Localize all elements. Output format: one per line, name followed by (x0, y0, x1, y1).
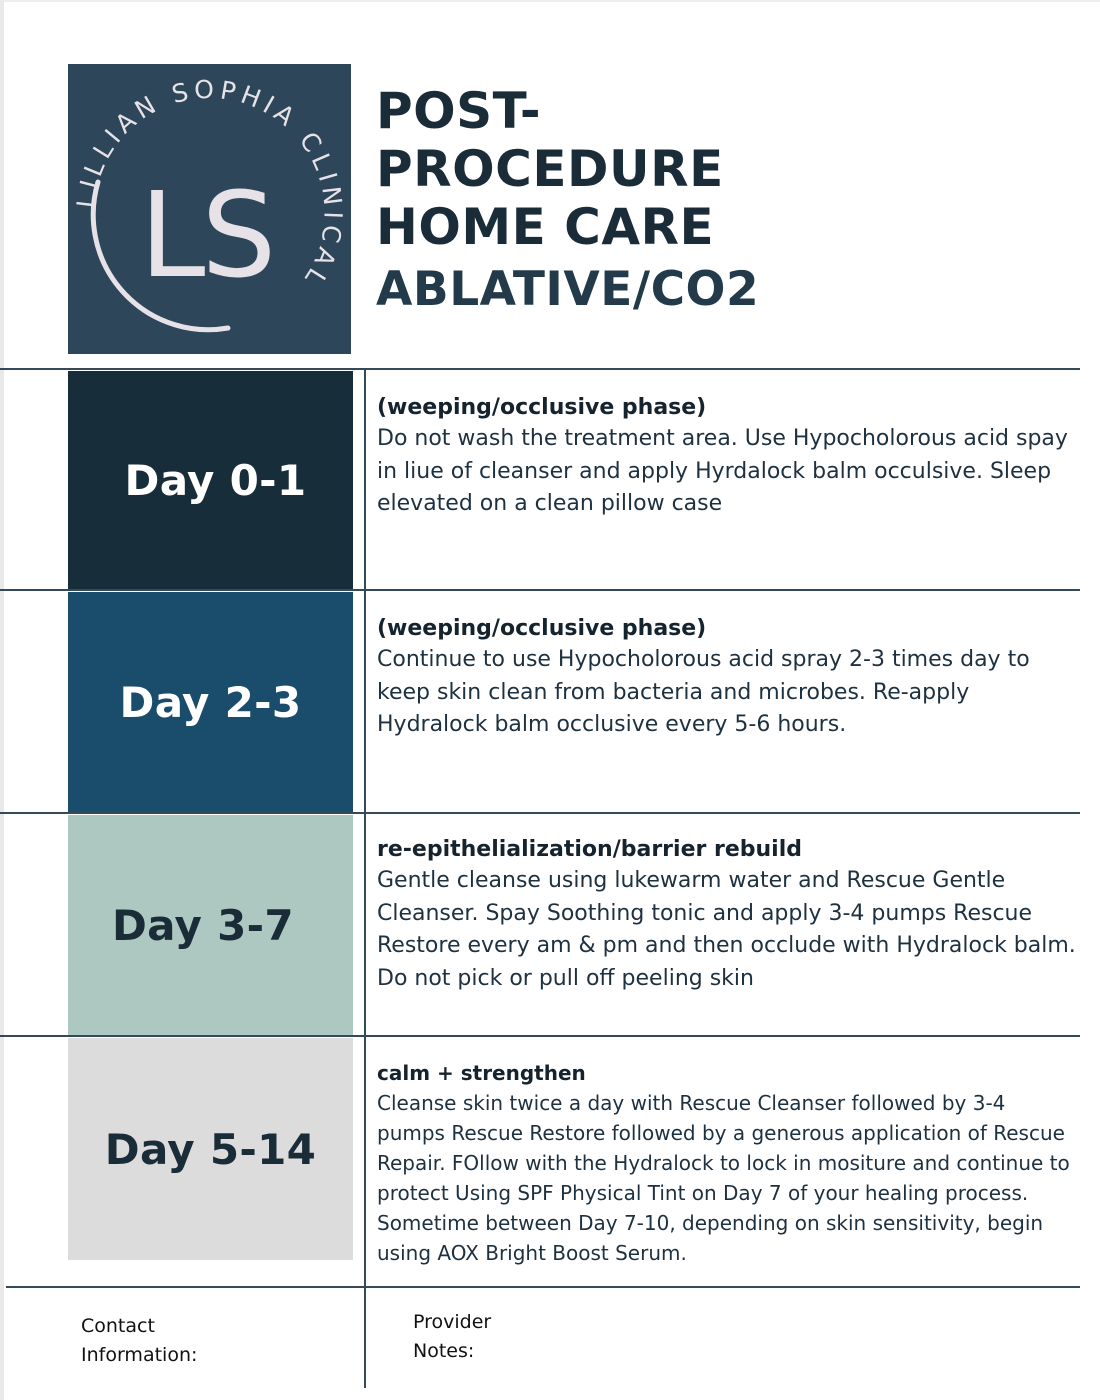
contact-information-label: Contact Information: (81, 1315, 198, 1366)
stage-description-5-14 (377, 1058, 1077, 1268)
logo-ring-text: LILLIAN SOPHIA CLINICAL (71, 74, 348, 295)
day-box-5-14 (68, 1038, 353, 1260)
day-label: Day 2-3 (119, 677, 302, 727)
page-top-edge (0, 0, 1100, 2)
stage-instructions: Gentle cleanse using lukewarm water and Rescue Gentle Cleanser. Spay Soothing tonic and apply 3-4 pumps Rescue Restore every am & pm and then occlude with Hydralock balm. Do not pick or pull off peeling skin (377, 868, 1076, 991)
logo-monogram: LS (139, 166, 273, 304)
stage-description-2-3 (377, 614, 1077, 742)
day-label: Day 3-7 (112, 900, 294, 950)
provider-notes-label: Provider Notes: (413, 1311, 492, 1362)
day-label: Day 0-1 (124, 455, 307, 505)
divider-row-2 (0, 812, 1080, 814)
divider-row-1 (0, 589, 1080, 591)
day-box-0-1 (68, 371, 353, 589)
page-left-edge (0, 0, 4, 1400)
clinic-logo (68, 64, 351, 354)
stage-description-0-1 (377, 393, 1077, 521)
stage-description-3-7 (377, 835, 1077, 995)
phase-title: calm + strengthen (377, 1061, 586, 1085)
title-line-2: PROCEDURE (376, 140, 724, 198)
title-subtitle: ABLATIVE/CO2 (376, 262, 760, 317)
title-line-1: POST- (376, 82, 542, 140)
phase-title: (weeping/occlusive phase) (377, 616, 707, 641)
document-title (376, 82, 1076, 320)
stage-instructions: Continue to use Hypocholorous acid spray 2-3 times day to keep skin clean from bacteria and microbes. Re-apply Hydralock balm occlusive every 5-6 hours. (377, 647, 1030, 737)
stage-instructions: Do not wash the treatment area. Use Hypocholorous acid spay in liue of cleanser and apply Hyrdalock balm occulsive. Sleep elevated on a clean pillow case (377, 426, 1068, 516)
phase-title: re-epithelialization/barrier rebuild (377, 837, 803, 862)
day-label: Day 5-14 (104, 1124, 317, 1174)
logo-graphic (68, 64, 351, 354)
divider-footer (6, 1286, 1080, 1288)
divider-row-3 (0, 1035, 1080, 1037)
title-line-3: HOME CARE (376, 198, 715, 256)
stage-instructions: Cleanse skin twice a day with Rescue Cleanser followed by 3-4 pumps Rescue Restore followed by a generous application of Rescue Repair. FOllow with the Hydralock to lock in mositure and continue to protect Using SPF Physical Tint on Day 7 of your healing process. Sometime between Day 7-10, depending on skin sensitivity, begin using AOX Bright Boost Serum. (377, 1091, 1070, 1265)
divider-vertical (364, 368, 366, 1388)
divider-top (0, 368, 1080, 370)
phase-title: (weeping/occlusive phase) (377, 395, 707, 420)
day-box-2-3 (68, 592, 353, 812)
day-box-3-7 (68, 815, 353, 1035)
